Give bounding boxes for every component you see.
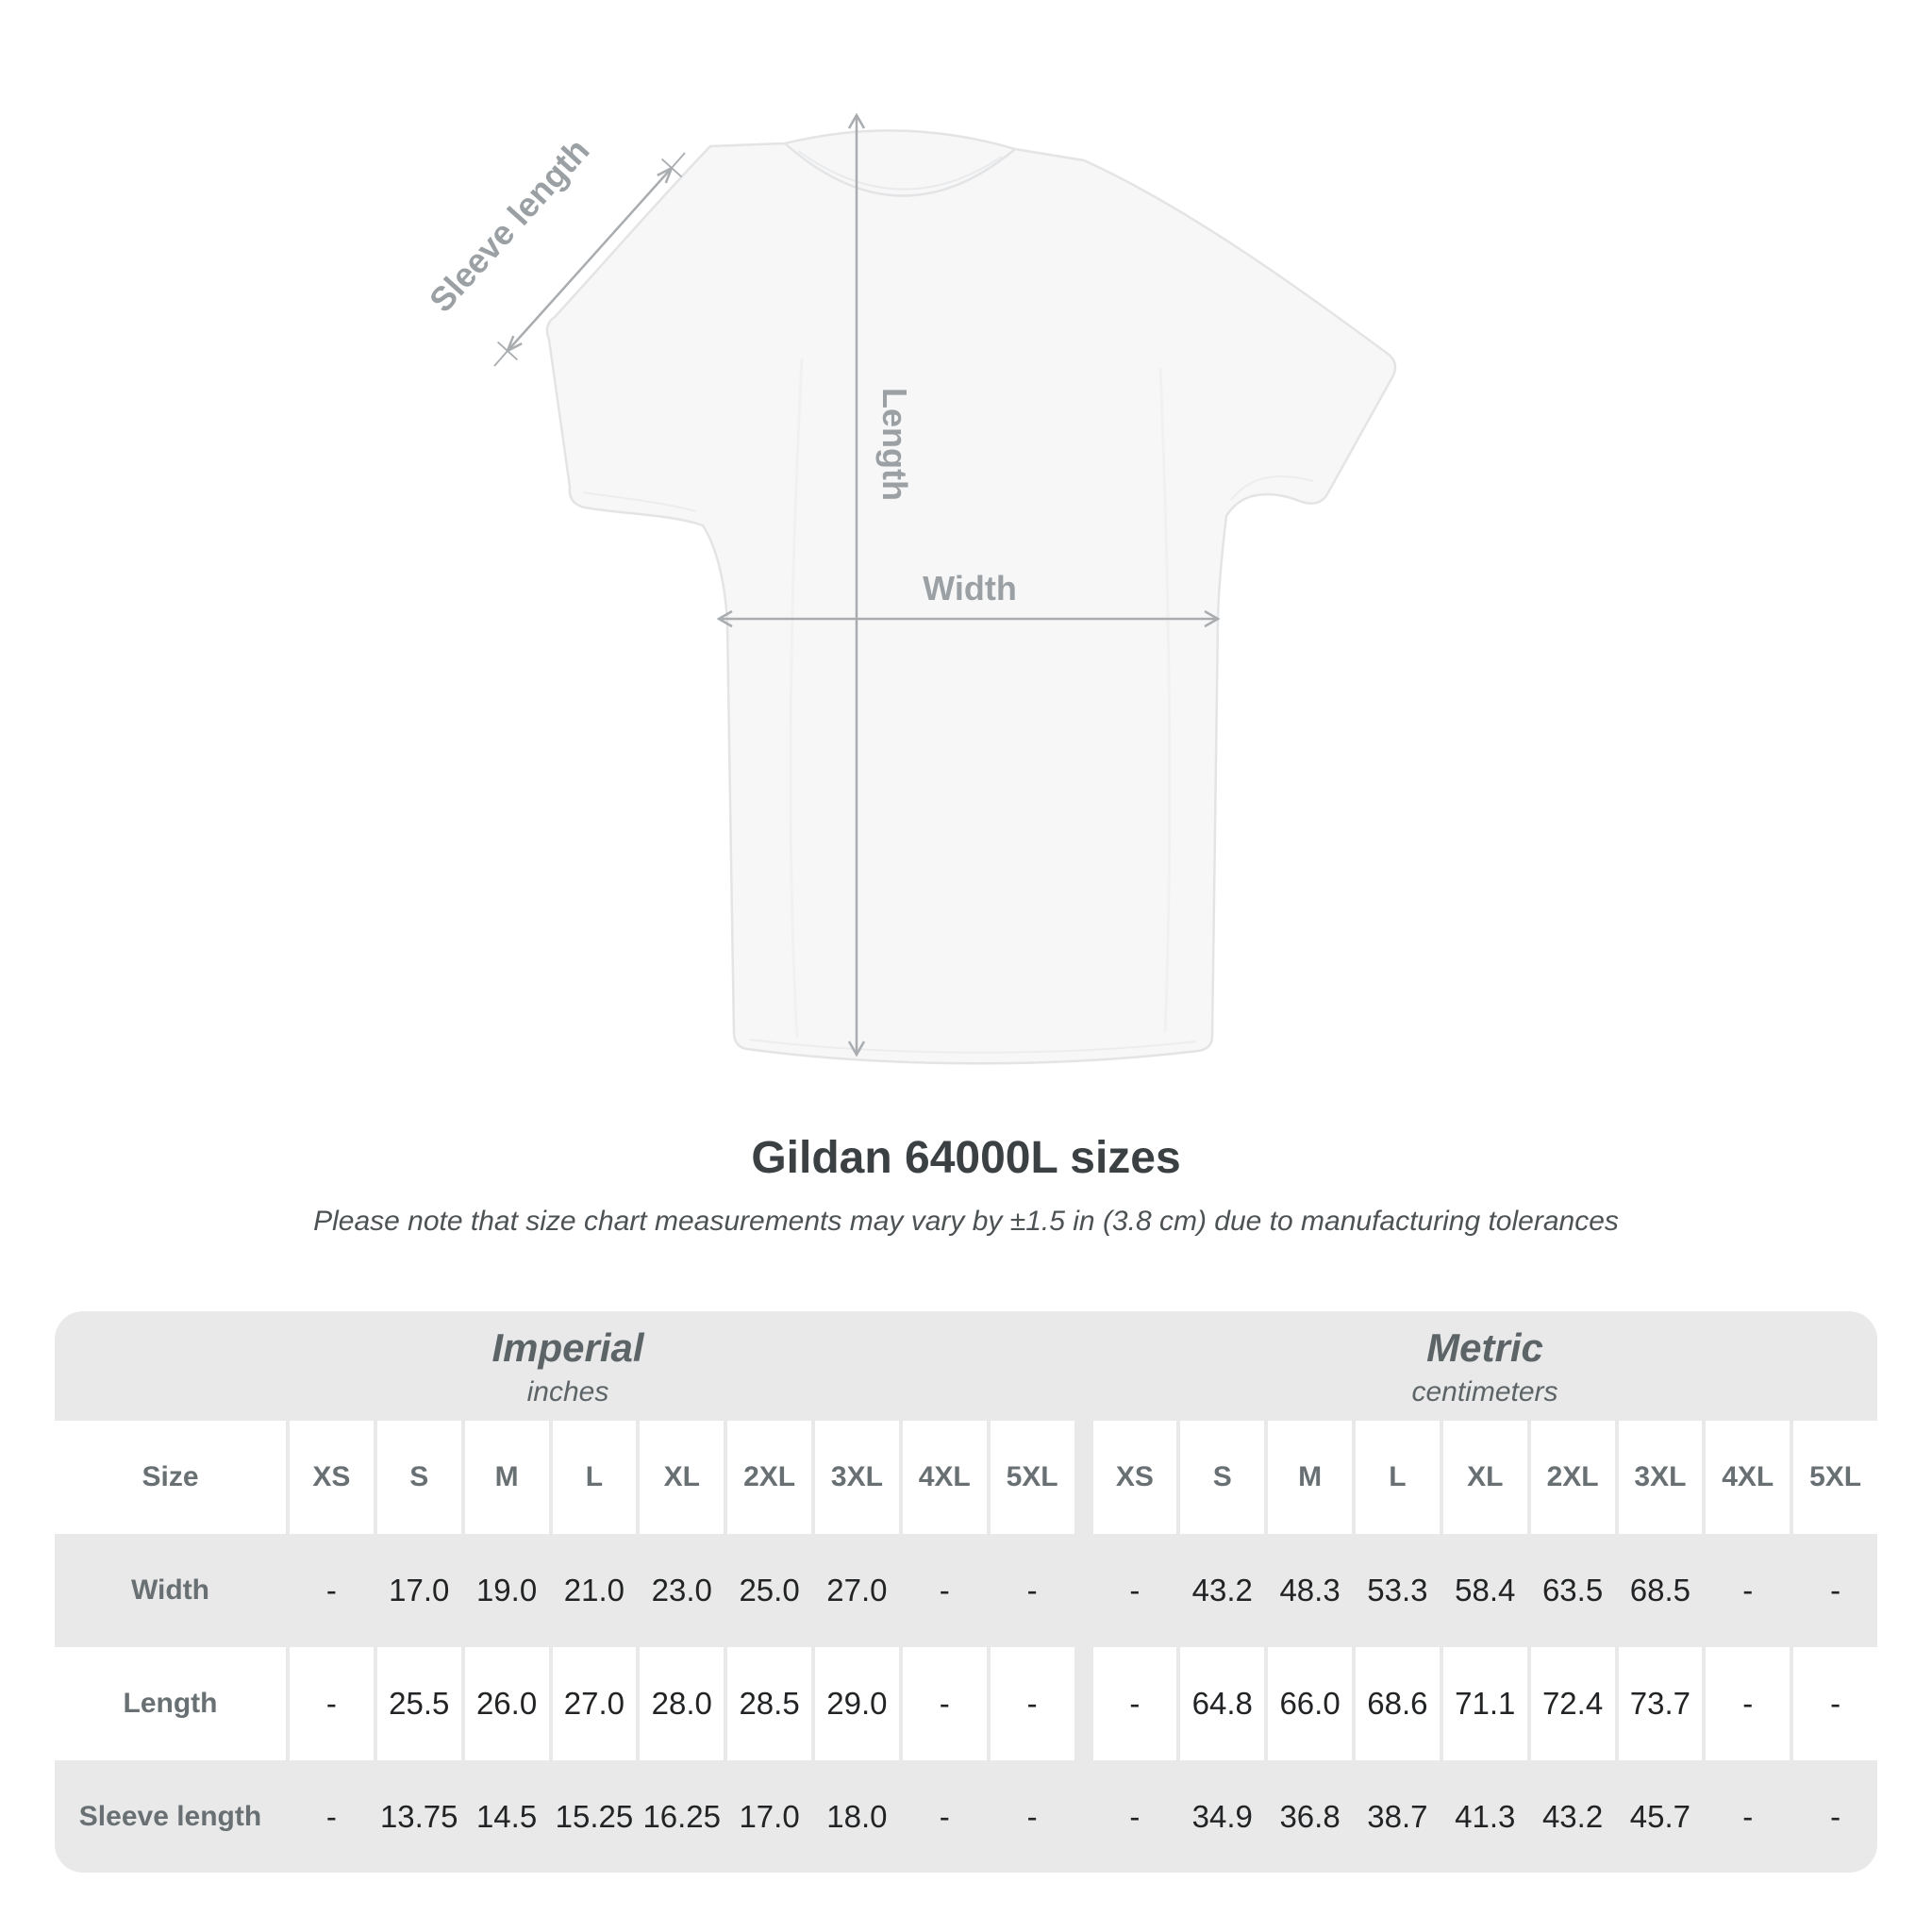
size-header-cell: 4XL: [1706, 1421, 1790, 1534]
table-cell: -: [1742, 1573, 1754, 1607]
table-cell: 14.5: [475, 1798, 538, 1834]
table-cell: 17.0: [389, 1573, 450, 1607]
table-cell: -: [903, 1647, 987, 1760]
group-divider: [1078, 1647, 1090, 1760]
table-cell: 23.0: [651, 1573, 712, 1607]
table-cell: -: [325, 1573, 337, 1607]
table-cell: 15.25: [555, 1798, 634, 1834]
size-header-cell: L: [553, 1421, 637, 1534]
size-table: [55, 1311, 1877, 1873]
table-cell: -: [939, 1798, 950, 1834]
size-header-cell: 2XL: [1531, 1421, 1615, 1534]
table-cell: 25.5: [377, 1647, 461, 1760]
table-cell: 16.25: [642, 1798, 722, 1834]
row-label: Sleeve length: [78, 1800, 262, 1832]
size-header-cell: 2XL: [727, 1421, 811, 1534]
table-cell: -: [939, 1573, 950, 1607]
table-cell: 53.3: [1367, 1573, 1428, 1607]
size-header-cell: 5XL: [991, 1421, 1074, 1534]
table-row-width: [55, 1534, 1877, 1647]
size-header-cell: XS: [290, 1421, 374, 1534]
table-cell: -: [1793, 1647, 1877, 1760]
table-cell: 43.2: [1541, 1798, 1604, 1834]
table-cell: 66.0: [1268, 1647, 1352, 1760]
unit-group-band: [55, 1311, 1877, 1421]
table-cell: -: [1742, 1798, 1754, 1834]
table-cell: -: [325, 1798, 337, 1834]
table-cell: 41.3: [1455, 1798, 1516, 1834]
table-cell: 19.0: [475, 1573, 538, 1607]
table-cell: -: [290, 1647, 374, 1760]
group-divider: [1081, 1311, 1092, 1421]
size-header-cell: S: [1180, 1421, 1264, 1534]
table-cell: 27.0: [553, 1647, 637, 1760]
table-cell: -: [1026, 1798, 1038, 1834]
shirt-diagram-svg: [358, 57, 1491, 1113]
width-label: Width: [923, 569, 1017, 608]
size-header-cell: 4XL: [903, 1421, 987, 1534]
group-header-imperial: [55, 1311, 1081, 1421]
table-cell: -: [991, 1647, 1074, 1760]
table-cell: 27.0: [826, 1573, 888, 1607]
size-header-cell: XS: [1093, 1421, 1177, 1534]
size-header-cell: M: [1268, 1421, 1352, 1534]
table-cell: 34.9: [1191, 1798, 1253, 1834]
size-header-cell: 3XL: [815, 1421, 899, 1534]
row-label: Length: [55, 1647, 286, 1760]
table-row-sleeve-length: [55, 1760, 1877, 1873]
size-header-cell: 3XL: [1619, 1421, 1703, 1534]
table-cell: -: [1830, 1573, 1841, 1607]
length-label: Length: [875, 388, 914, 501]
table-cell: 48.3: [1279, 1573, 1341, 1607]
table-cell: -: [1129, 1798, 1141, 1834]
table-cell: 43.2: [1191, 1573, 1253, 1607]
size-header-row: [55, 1421, 1877, 1534]
size-header-cell: M: [465, 1421, 549, 1534]
table-cell: -: [1830, 1798, 1841, 1834]
table-cell: 26.0: [465, 1647, 549, 1760]
group-divider: [1078, 1534, 1090, 1647]
size-header-cell: L: [1356, 1421, 1440, 1534]
size-col-header: Size: [55, 1421, 286, 1534]
group-label: Imperial: [491, 1325, 644, 1370]
table-cell: 18.0: [826, 1798, 888, 1834]
table-cell: 45.7: [1629, 1798, 1691, 1834]
table-cell: 72.4: [1531, 1647, 1615, 1760]
size-header-cell: S: [377, 1421, 461, 1534]
table-cell: -: [1026, 1573, 1038, 1607]
table-cell: 13.75: [379, 1798, 458, 1834]
size-header-cell: 5XL: [1793, 1421, 1877, 1534]
table-cell: 64.8: [1180, 1647, 1264, 1760]
size-header-cell: XL: [1443, 1421, 1527, 1534]
table-cell: 21.0: [563, 1573, 625, 1607]
table-cell: 73.7: [1619, 1647, 1703, 1760]
table-cell: 28.5: [727, 1647, 811, 1760]
group-header-metric: [1092, 1311, 1877, 1421]
table-cell: 38.7: [1367, 1798, 1428, 1834]
group-label: Metric: [1426, 1325, 1543, 1370]
table-cell: 58.4: [1455, 1573, 1516, 1607]
group-divider: [1078, 1421, 1090, 1534]
shirt-measurement-diagram: [358, 57, 1491, 1113]
table-cell: 28.0: [640, 1647, 724, 1760]
group-divider: [1078, 1760, 1090, 1873]
table-cell: 17.0: [739, 1798, 800, 1834]
table-cell: 25.0: [739, 1573, 800, 1607]
sleeve-length-label: Sleeve length: [421, 130, 597, 320]
chart-subtitle: Please note that size chart measurements may vary by ±1.5 in (3.8 cm) due to manufacturing tolerances: [313, 1206, 1619, 1237]
table-cell: -: [1093, 1647, 1177, 1760]
table-cell: 68.5: [1629, 1573, 1691, 1607]
size-header-cell: XL: [640, 1421, 724, 1534]
row-label: Width: [130, 1574, 210, 1606]
group-sublabel: centimeters: [1411, 1376, 1558, 1407]
table-cell: 68.6: [1356, 1647, 1440, 1760]
table-cell: -: [1129, 1573, 1141, 1607]
table-row-length: [55, 1647, 1877, 1760]
table-cell: 29.0: [815, 1647, 899, 1760]
table-cell: 36.8: [1279, 1798, 1341, 1834]
table-cell: 63.5: [1541, 1573, 1604, 1607]
chart-title: Gildan 64000L sizes: [751, 1133, 1181, 1183]
group-sublabel: inches: [526, 1376, 609, 1407]
table-cell: -: [1706, 1647, 1790, 1760]
table-cell: 71.1: [1443, 1647, 1527, 1760]
